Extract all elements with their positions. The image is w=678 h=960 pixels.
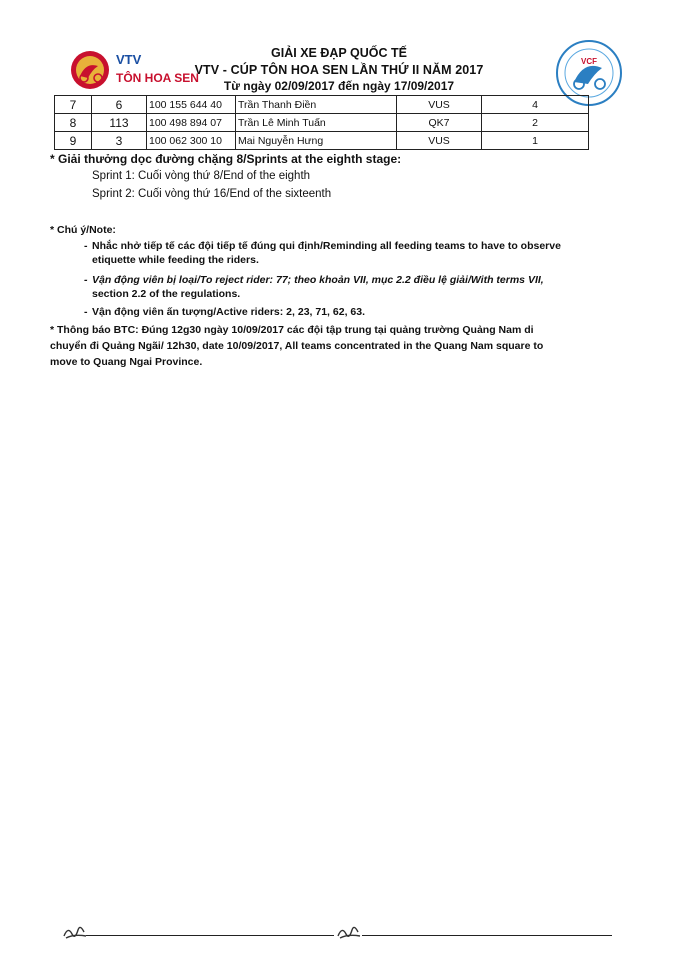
cell-points: 1 <box>482 132 589 150</box>
note-item-1-line1: Nhắc nhở tiếp tế các đội tiếp tế đúng qui định/Reminding all feeding teams to have to observe <box>92 240 561 252</box>
signature-line-left <box>86 935 334 936</box>
event-dates: Từ ngày 02/09/2017 đến ngày 17/09/2017 <box>223 79 455 93</box>
cell-team: QK7 <box>397 114 482 132</box>
logo-brand-text: VTV <box>116 52 142 67</box>
sprints-title: * Giải thưởng dọc đường chặng 8/Sprints at the eighth stage: <box>50 152 402 166</box>
note-item-2-line2: section 2.2 of the regulations. <box>92 288 241 300</box>
bullet-dash: - <box>84 306 88 318</box>
announcement-line1: * Thông báo BTC: Đúng 12g30 ngày 10/09/2017 các đội tập trung tại quảng trường Quảng Nam di <box>50 324 534 336</box>
cell-team: VUS <box>397 132 482 150</box>
sprint-1: Sprint 1: Cuối vòng thứ 8/End of the eighth <box>92 170 311 182</box>
cell-team: VUS <box>397 96 482 114</box>
event-subtitle: VTV - CÚP TÔN HOA SEN LẦN THỨ II NĂM 2017 <box>194 63 484 77</box>
note-item-3 <box>84 305 365 319</box>
note-item-2-line1: Vận động viên bị loại/To reject rider: 77; theo khoản VII, mục 2.2 điều lệ giải/With terms VII, <box>92 274 544 286</box>
cell-uci: 100 155 644 40 <box>147 96 236 114</box>
table-row <box>55 114 589 132</box>
signature-mark-left <box>62 922 88 942</box>
cell-name: Mai Nguyễn Hưng <box>236 132 397 150</box>
notes-title: * Chú ý/Note: <box>50 224 116 236</box>
cell-name: Trần Lê Minh Tuấn <box>236 114 397 132</box>
signature-mark-right <box>336 922 362 942</box>
cell-rank: 7 <box>55 96 92 114</box>
table-row <box>55 132 589 150</box>
table-row <box>55 96 589 114</box>
note-item-1 <box>84 239 561 267</box>
cell-name: Trần Thanh Điền <box>236 96 397 114</box>
results-table <box>54 95 589 150</box>
cell-points: 4 <box>482 96 589 114</box>
note-item-2 <box>84 273 544 301</box>
cell-rank: 9 <box>55 132 92 150</box>
announcement-line2: chuyển đi Quảng Ngãi/ 12h30, date 10/09/2017, All teams concentrated in the Quang Nam square to <box>50 340 544 352</box>
sprint-2: Sprint 2: Cuối vòng thứ 16/End of the sixteenth <box>92 188 332 200</box>
note-item-1-line2: etiquette while feeding the riders. <box>92 254 259 266</box>
logo-name-text: TÔN HOA SEN <box>116 71 199 85</box>
announcement-line3: move to Quang Ngai Province. <box>50 356 203 368</box>
cell-bib: 6 <box>92 96 147 114</box>
cell-points: 2 <box>482 114 589 132</box>
cell-uci: 100 062 300 10 <box>147 132 236 150</box>
signature-line-right <box>362 935 612 936</box>
note-item-3-line1: Vận động viên ấn tượng/Active riders: 2, 23, 71, 62, 63. <box>92 306 365 318</box>
announcement <box>50 322 543 370</box>
cell-rank: 8 <box>55 114 92 132</box>
event-title: GIẢI XE ĐẠP QUỐC TẾ <box>271 46 407 60</box>
bullet-dash: - <box>84 240 88 252</box>
bullet-dash: - <box>84 274 88 286</box>
cell-bib: 113 <box>92 114 147 132</box>
cell-bib: 3 <box>92 132 147 150</box>
vcf-badge-text: VCF <box>581 57 597 66</box>
cell-uci: 100 498 894 07 <box>147 114 236 132</box>
